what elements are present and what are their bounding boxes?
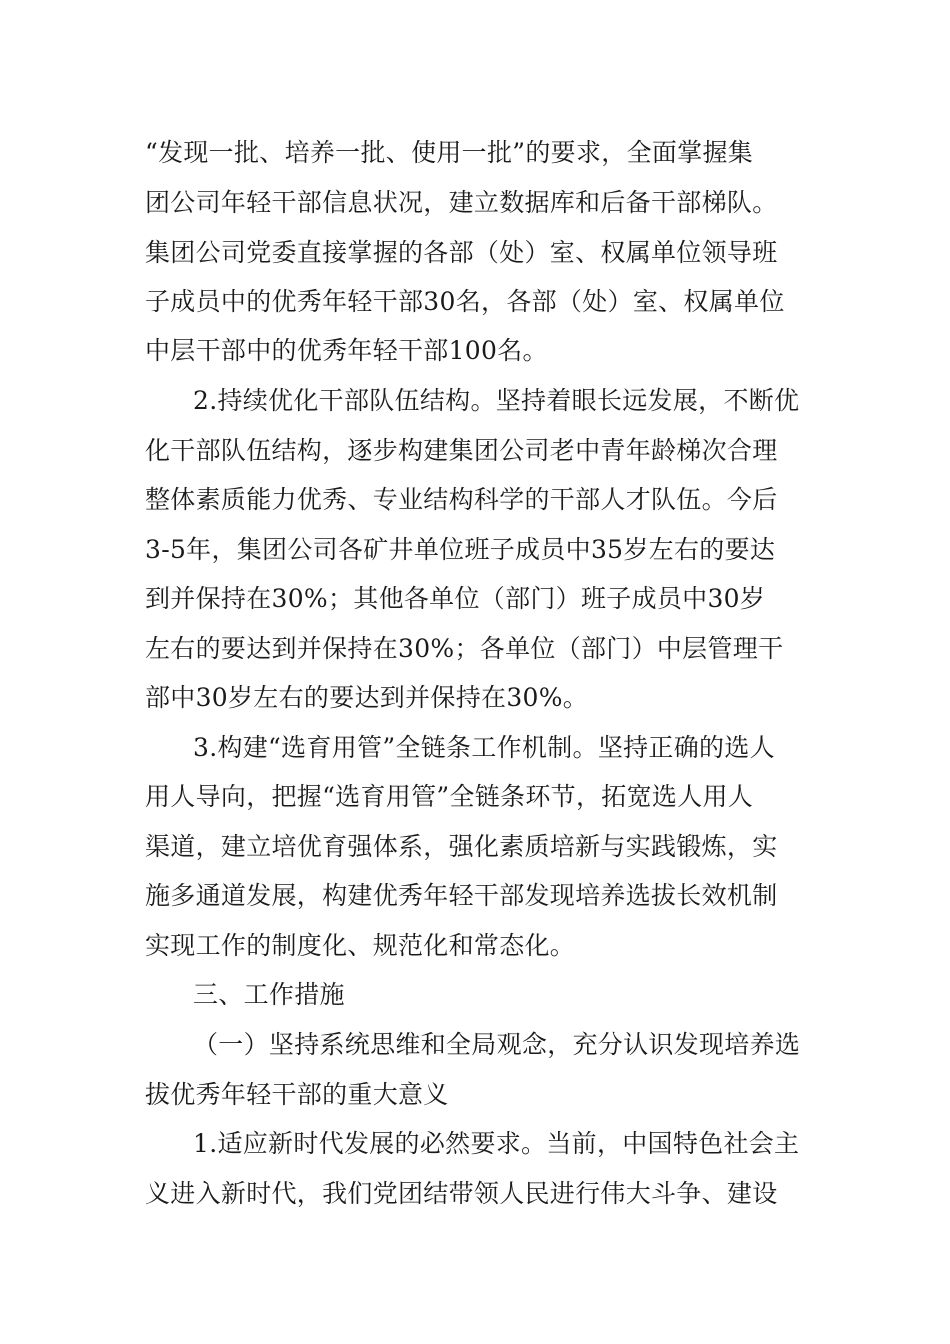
section-heading: 三、工作措施 — [193, 980, 345, 1009]
paragraph-heading-line: 3.构建“选育用管”全链条工作机制。坚持正确的选人 — [193, 733, 775, 762]
text-line: 中层干部中的优秀年轻干部100名。 — [145, 336, 548, 365]
subsection-heading: （一）坚持系统思维和全局观念，充分认识发现培养选 — [193, 1030, 801, 1059]
text-line: 整体素质能力优秀、专业结构科学的干部人才队伍。今后 — [145, 485, 778, 514]
text-line: 义进入新时代，我们党团结带领人民进行伟大斗争、建设 — [145, 1179, 778, 1208]
paragraph-heading-line: 1.适应新时代发展的必然要求。当前，中国特色社会主 — [193, 1129, 800, 1158]
text-line: 施多通道发展，构建优秀年轻干部发现培养选拔长效机制 — [145, 881, 778, 910]
text-line: 渠道，建立培优育强体系，强化素质培新与实践锻炼，实 — [145, 832, 778, 861]
text-line: 子成员中的优秀年轻干部30名，各部（处）室、权属单位 — [145, 287, 785, 316]
text-line: 实现工作的制度化、规范化和常态化。 — [145, 931, 576, 960]
text-line: 3-5年，集团公司各矿井单位班子成员中35岁左右的要达 — [145, 535, 776, 564]
text-line: 用人导向，把握“选育用管”全链条环节，拓宽选人用人 — [145, 782, 754, 811]
text-line: 到并保持在30%；其他各单位（部门）班子成员中30岁 — [145, 584, 766, 613]
text-line: “发现一批、培养一批、使用一批”的要求，全面掌握集 — [145, 138, 754, 167]
paragraph-heading-line: 2.持续优化干部队伍结构。坚持着眼长远发展，不断优 — [193, 386, 800, 415]
text-line: 拔优秀年轻干部的重大意义 — [145, 1080, 449, 1109]
text-line: 化干部队伍结构，逐步构建集团公司老中青年龄梯次合理 — [145, 436, 778, 465]
text-line: 团公司年轻干部信息状况，建立数据库和后备干部梯队。 — [145, 188, 778, 217]
text-line: 左右的要达到并保持在30%；各单位（部门）中层管理干 — [145, 634, 784, 663]
text-line: 部中30岁左右的要达到并保持在30%。 — [145, 683, 589, 712]
text-line: 集团公司党委直接掌握的各部（处）室、权属单位领导班 — [145, 238, 778, 267]
